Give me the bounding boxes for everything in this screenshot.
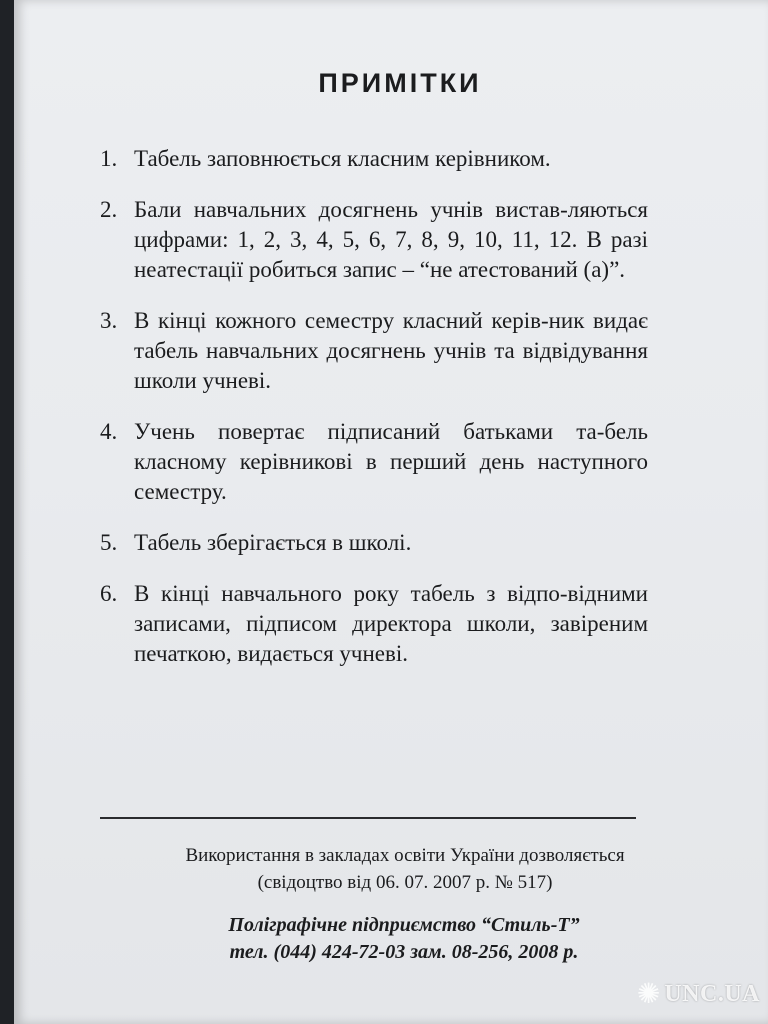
note-item [100, 579, 648, 669]
watermark-text: UNC.UA [664, 980, 760, 1007]
sunburst-logo-icon: ✺ [636, 977, 661, 1010]
note-text: В кінці навчального року табель з відпо-відними записами, підписом директора школи, завіреним печаткою, видається учневі. [134, 581, 648, 666]
divider-line [100, 817, 636, 819]
note-number: 5. [100, 530, 118, 555]
note-number: 4. [100, 419, 118, 444]
note-number: 3. [100, 308, 118, 333]
note-number: 6. [100, 581, 118, 606]
note-text: Табель зберігається в школі. [134, 530, 412, 555]
document-page [14, 0, 768, 1024]
note-text: Табель заповнюється класним керівником. [134, 146, 551, 171]
note-text: Бали навчальних досягнень учнів вистав-ляються цифрами: 1, 2, 3, 4, 5, 6, 7, 8, 9, 10, 11, 12. В разі неатестації робиться запис – “не атестований (а)”. [134, 197, 648, 282]
certificate-text: (свідоцтво від 06. 07. 2007 р. № 517) [257, 872, 553, 893]
note-number: 2. [100, 197, 118, 222]
printer-info [14, 912, 768, 966]
note-item [100, 528, 648, 558]
page-title: ПРИМІТКИ [318, 68, 482, 98]
note-item [100, 144, 648, 174]
note-item [100, 195, 648, 285]
note-number: 1. [100, 146, 118, 171]
printer-contact: тел. (044) 424-72-03 зам. 08-256, 2008 р. [229, 941, 579, 963]
notes-list [100, 144, 648, 690]
usage-permission-note [14, 842, 768, 896]
watermark [636, 977, 760, 1010]
note-text: Учень повертає підписаний батьками та-бель класному керівникові в перший день наступного семестру. [134, 419, 648, 504]
note-item [100, 417, 648, 507]
usage-permission-text: Використання в закладах освіти України дозволяється [185, 845, 625, 866]
note-text: В кінці кожного семестру класний керів-ник видає табель навчальних досягнень учнів та відвідування школи учневі. [134, 308, 648, 393]
note-item [100, 306, 648, 396]
printer-name: Поліграфічне підприємство “Стиль-Т” [228, 914, 580, 936]
